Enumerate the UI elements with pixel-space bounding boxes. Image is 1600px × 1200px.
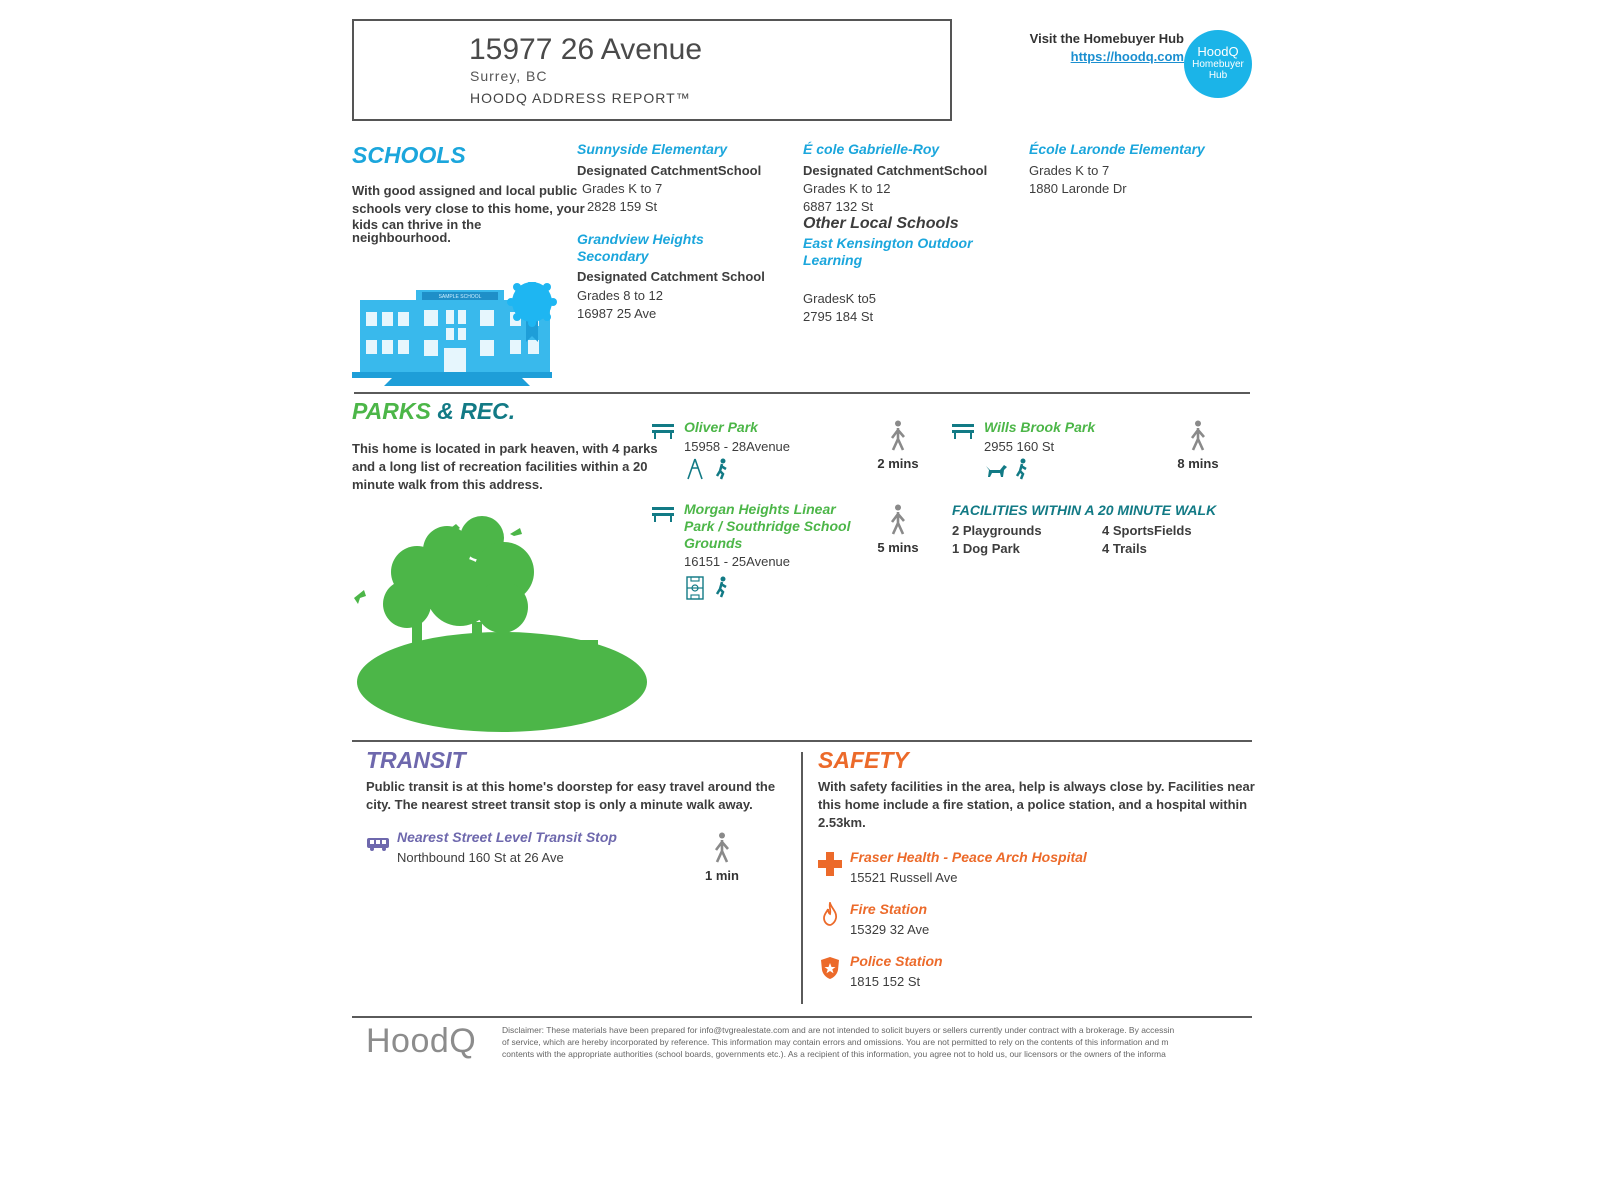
schools-desc-line: schools very close to this home, your [352, 201, 585, 216]
runner-icon [1014, 458, 1030, 480]
schools-description [352, 182, 585, 244]
school-name[interactable]: É cole Gabrielle-Roy [803, 141, 940, 157]
hub-title: Visit the Homebuyer Hub [1029, 31, 1184, 46]
school-grades: Grades K to 12 [803, 181, 891, 196]
school-grandview[interactable] [577, 231, 765, 323]
badge-line-2: Homebuyer [1192, 59, 1244, 70]
safety-fire-station[interactable] [850, 900, 929, 939]
park-name[interactable]: Park / Southridge School [684, 518, 851, 534]
school-laronde[interactable] [1029, 140, 1205, 198]
school-grades: GradesK to5 [803, 291, 876, 306]
sports-field-icon [686, 576, 704, 600]
park-bench-icon [952, 423, 974, 439]
police-shield-icon [820, 956, 840, 980]
school-address: 16987 25 Ave [577, 306, 657, 321]
park-name[interactable]: Wills Brook Park [984, 419, 1096, 435]
safety-hospital[interactable] [850, 848, 1087, 887]
school-address: 2795 184 St [803, 309, 874, 324]
park-tree-illustration [352, 512, 652, 737]
park-address: 15958 - 28Avenue [684, 439, 791, 454]
disclaimer-line: contents with the appropriate authorities (school boards, governments etc.). As a recipient of this information, you agree not to hold us, our licensors or the owners of the informa [502, 1049, 1166, 1059]
park-bench-icon [652, 506, 674, 522]
facility-trails: 4 Trails [1102, 541, 1147, 556]
school-name[interactable]: East Kensington Outdoor [803, 235, 973, 251]
walk-time: 8 mins [1177, 456, 1219, 471]
disclaimer-line: Disclaimer: These materials have been prepared for info@tvgrealestate.com and are not intended to solicit buyers or sellers currently under contract with a brokerage. By accessin [502, 1025, 1175, 1035]
walking-person-icon [888, 504, 908, 536]
safety-police-station[interactable] [850, 952, 943, 991]
hospital-cross-icon [818, 852, 842, 876]
park-bench-icon [652, 423, 674, 439]
divider-parks [352, 740, 1252, 742]
park-name[interactable]: Grounds [684, 535, 743, 551]
other-schools-heading: Other Local Schools [803, 215, 959, 232]
parks-desc-line: This home is located in park heaven, with 4 parks [352, 441, 658, 456]
safety-desc-line: 2.53km. [818, 815, 866, 830]
school-grades: Grades K to 7 [1029, 163, 1110, 178]
badge-line-3: Hub [1208, 70, 1228, 81]
vertical-divider [801, 752, 803, 1004]
facility-sports-fields: 4 SportsFields [1102, 523, 1192, 538]
parks-description [352, 440, 658, 494]
transit-stop-title[interactable]: Nearest Street Level Transit Stop [397, 829, 617, 845]
school-name[interactable]: Learning [803, 252, 863, 268]
park-name[interactable]: Morgan Heights Linear [684, 501, 836, 517]
school-grades: Grades 8 to 12 [577, 288, 663, 303]
facility-playgrounds: 2 Playgrounds [952, 523, 1042, 538]
safety-name[interactable]: Fraser Health - Peace Arch Hospital [850, 849, 1087, 865]
school-name[interactable]: École Laronde Elementary [1029, 141, 1205, 157]
safety-heading: SAFETY [818, 747, 909, 773]
homebuyer-hub-badge[interactable] [1184, 30, 1252, 98]
school-type: Designated Catchment School [577, 269, 765, 284]
school-east-kensington[interactable] [803, 235, 973, 326]
transit-description [366, 778, 775, 814]
park-address: 2955 160 St [984, 439, 1055, 454]
schools-desc-line: With good assigned and local public [352, 183, 578, 198]
schools-heading: SCHOOLS [352, 142, 466, 168]
parks-desc-line: and a long list of recreation facilities within a 20 [352, 459, 648, 474]
runner-icon [714, 576, 730, 598]
parks-desc-line: minute walk from this address. [352, 477, 543, 492]
park-oliver[interactable] [684, 418, 790, 456]
safety-name[interactable]: Police Station [850, 953, 943, 969]
badge-line-1: HoodQ [1197, 44, 1239, 59]
school-address: 2828 159 St [587, 199, 658, 214]
school-name[interactable]: Sunnyside Elementary [577, 141, 728, 157]
disclaimer [502, 1024, 1270, 1060]
schools-desc-line: kids can thrive in the [352, 217, 482, 232]
footer-logo: HoodQ [366, 1022, 477, 1060]
walk-time: 1 min [705, 868, 739, 883]
address-box [352, 19, 952, 121]
school-address: 6887 132 St [803, 199, 874, 214]
school-sunnyside[interactable] [577, 140, 761, 216]
walk-time: 5 mins [877, 540, 919, 555]
walking-person-icon [712, 832, 732, 864]
school-type: Designated CatchmentSchool [577, 163, 762, 178]
school-building-illustration [352, 282, 572, 390]
transit-desc-line: city. The nearest street transit stop is only a minute walk away. [366, 797, 753, 812]
parks-heading-accent: & REC. [437, 398, 516, 424]
parks-heading-main: PARKS [352, 398, 431, 424]
safety-address: 15329 32 Ave [850, 922, 930, 937]
runner-icon [714, 458, 730, 480]
park-name[interactable]: Oliver Park [684, 419, 758, 435]
transit-desc-line: Public transit is at this home's doorstep for easy travel around the [366, 779, 776, 794]
safety-desc-line: With safety facilities in the area, help is always close by. Facilities near [818, 779, 1255, 794]
school-grades: Grades K to 7 [582, 181, 663, 196]
walking-person-icon [888, 420, 908, 452]
parks-heading [352, 398, 515, 425]
park-address: 16151 - 25Avenue [684, 554, 791, 569]
walk-time: 2 mins [877, 456, 919, 471]
transit-heading: TRANSIT [366, 747, 466, 773]
flame-icon [822, 902, 838, 926]
school-sign: SAMPLE SCHOOL [438, 294, 482, 300]
address-title: 15977 26 Avenue [469, 33, 703, 66]
facility-dog-park: 1 Dog Park [952, 541, 1020, 556]
report-label: HOODQ ADDRESS REPORT™ [470, 90, 691, 106]
hub-link[interactable]: https://hoodq.com [1070, 49, 1184, 64]
school-type: Designated CatchmentSchool [803, 163, 988, 178]
transit-stop-address: Northbound 160 St at 26 Ave [397, 850, 564, 865]
school-gabrielle-roy[interactable] [803, 140, 987, 216]
school-name[interactable]: Secondary [577, 248, 649, 264]
divider-footer [352, 1016, 1252, 1018]
bus-icon [366, 836, 390, 852]
safety-name[interactable]: Fire Station [850, 901, 928, 917]
park-morgan-heights[interactable] [684, 501, 850, 571]
safety-address: 1815 152 St [850, 974, 921, 989]
school-address: 1880 Laronde Dr [1029, 181, 1127, 196]
school-name[interactable]: Grandview Heights [577, 231, 704, 247]
dog-icon [984, 461, 1008, 479]
facilities-heading: FACILITIES WITHIN A 20 MINUTE WALK [952, 502, 1217, 518]
address-city: Surrey, BC [470, 68, 548, 84]
transit-stop[interactable] [397, 828, 617, 867]
disclaimer-line: of service, which are hereby incorporated by reference. This information may contain errors and omissions. You are not permitted to rely on the contents of this information and m [502, 1037, 1169, 1047]
park-wills-brook[interactable] [984, 418, 1095, 456]
divider-schools [354, 392, 1250, 394]
safety-description [818, 778, 1255, 832]
safety-desc-line: this home include a fire station, a police station, and a hospital within [818, 797, 1248, 812]
schools-desc-line: neighbourhood. [352, 230, 451, 245]
safety-address: 15521 Russell Ave [850, 870, 958, 885]
playground-icon [686, 458, 704, 480]
walking-person-icon [1188, 420, 1208, 452]
